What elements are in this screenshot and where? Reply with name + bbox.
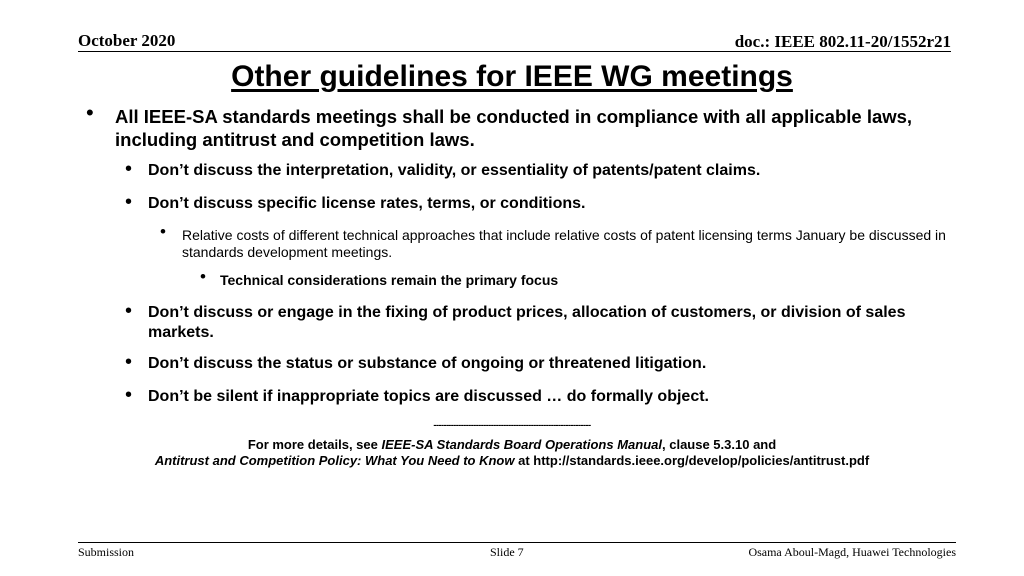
separator-dashes: --------------------------------------------------------------- <box>433 420 591 430</box>
details-line-2 <box>0 453 1024 469</box>
antitrust-policy-url: at http://standards.ieee.org/develop/policies/antitrust.pdf <box>514 453 870 468</box>
bullet-dot: • <box>160 222 166 241</box>
bullet-dot: • <box>125 158 133 180</box>
bullet-dot: • <box>200 267 206 286</box>
bullet-dot: • <box>125 191 133 213</box>
bullet-relative-costs: Relative costs of different technical approaches that include relative costs of patent licensing terms January be discussed in standards development meetings. <box>182 227 946 260</box>
bullet-dot: • <box>125 351 133 373</box>
bullet-antitrust-compliance: All IEEE-SA standards meetings shall be conducted in compliance with all applicable laws, including antitrust and competition laws. <box>115 106 913 150</box>
header-divider <box>78 51 951 52</box>
operations-manual-title: IEEE-SA Standards Board Operations Manual <box>381 437 662 452</box>
bullet-litigation: Don’t discuss the status or substance of ongoing or threatened litigation. <box>148 355 707 372</box>
bullet-patents: Don’t discuss the interpretation, validity, or essentiality of patents/patent claims. <box>148 162 761 179</box>
details-clause: , clause 5.3.10 and <box>662 437 777 452</box>
footer-divider <box>78 542 956 543</box>
bullet-dot: • <box>125 384 133 406</box>
bullet-do-not-be-silent: Don’t be silent if inappropriate topics are discussed … do formally object. <box>148 388 709 405</box>
bullet-dot: • <box>125 300 133 322</box>
slide-title: Other guidelines for IEEE WG meetings <box>231 60 793 93</box>
antitrust-policy-title: Antitrust and Competition Policy: What You Need to Know <box>154 453 515 468</box>
details-prefix: For more details, see <box>247 437 382 452</box>
bullet-license-rates: Don’t discuss specific license rates, terms, or conditions. <box>148 195 586 212</box>
bullet-dot: • <box>86 100 94 125</box>
footer-submission: Submission <box>78 545 135 559</box>
footer-author: Osama Aboul-Magd, Huawei Technologies <box>748 545 956 559</box>
header-doc-number: doc.: IEEE 802.11-20/1552r21 <box>734 32 951 51</box>
bullet-product-prices: Don’t discuss or engage in the fixing of product prices, allocation of customers, or division of sales markets. <box>148 304 906 341</box>
details-line-1 <box>0 437 1024 453</box>
more-details <box>0 437 1024 469</box>
bullet-technical-considerations: Technical considerations remain the primary focus <box>220 272 559 288</box>
footer-slide-number: Slide 7 <box>490 545 524 559</box>
header-date: October 2020 <box>78 31 176 50</box>
